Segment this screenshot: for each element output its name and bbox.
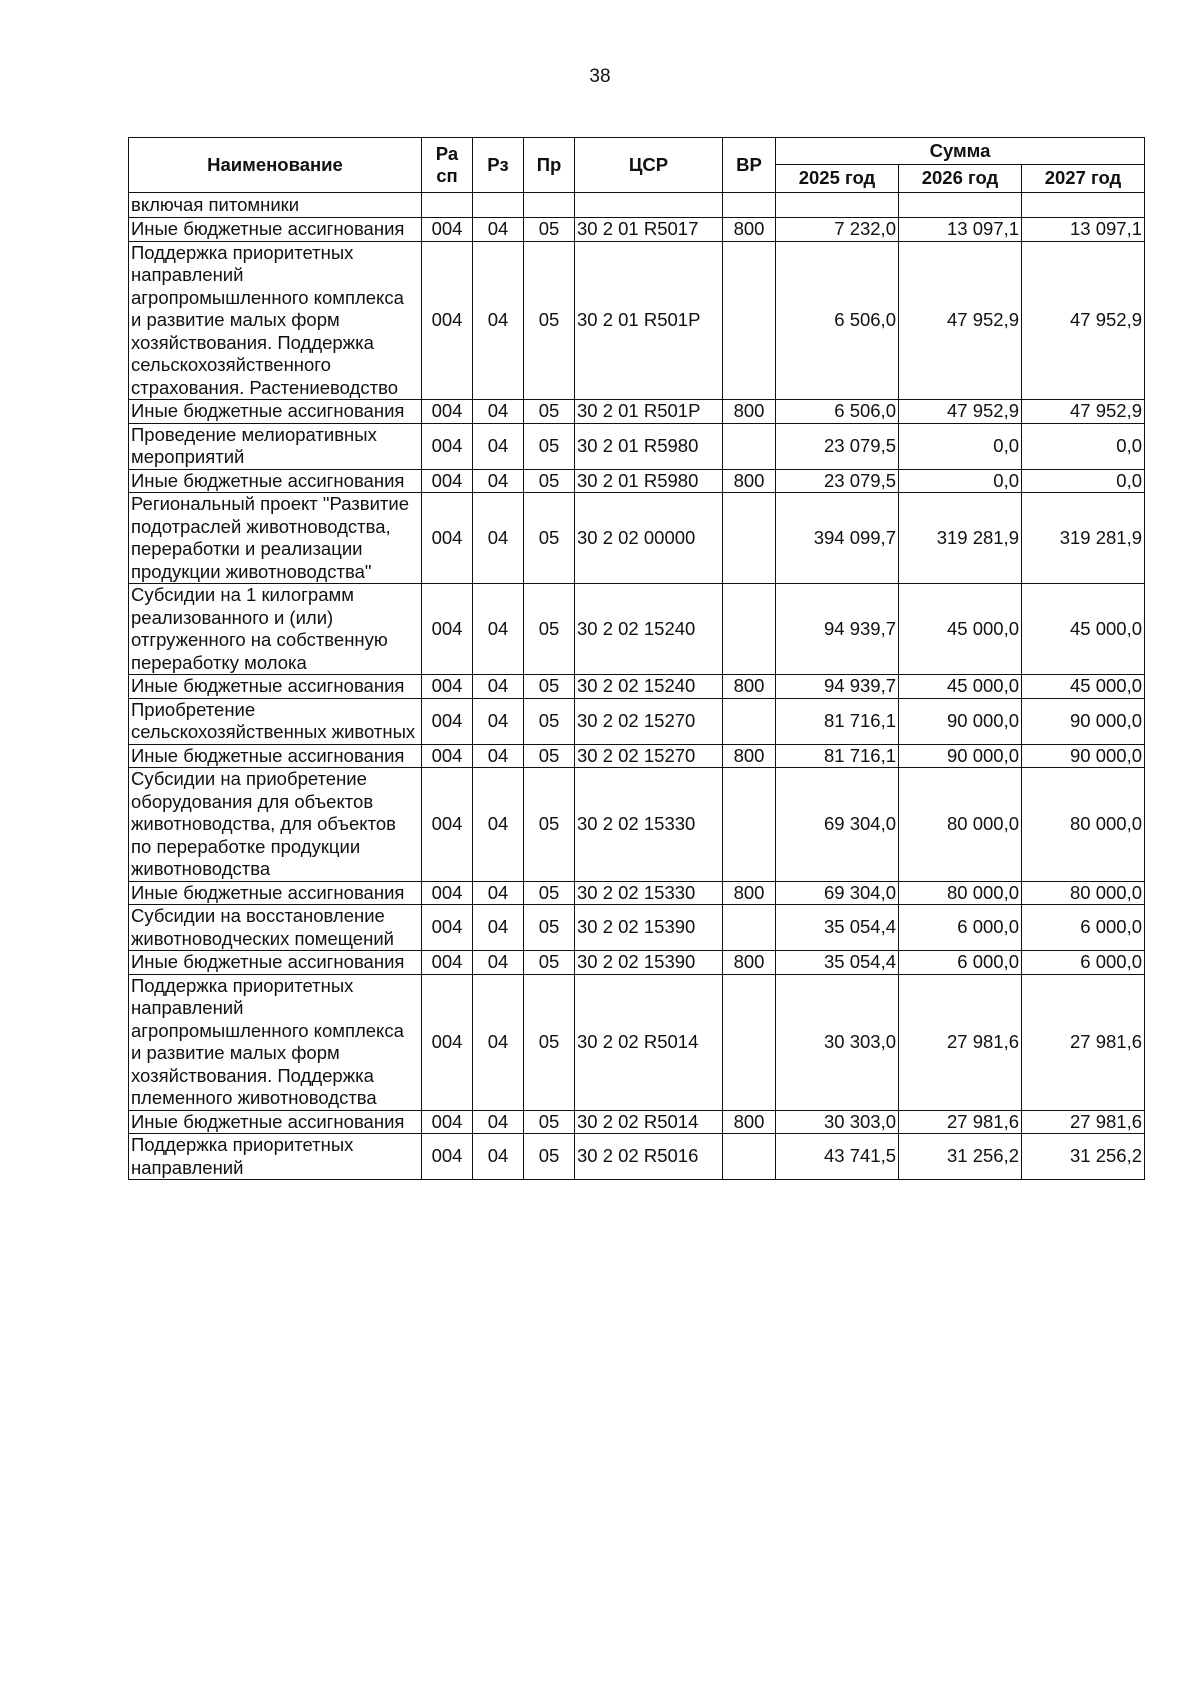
row-sum-2025: 35 054,4 (776, 905, 899, 951)
row-csr: 30 2 02 15390 (575, 951, 723, 975)
row-name: Региональный проект "Развитие подотраслей животноводства, переработки и реализации продукции животноводства" (129, 493, 422, 584)
row-pr: 05 (524, 974, 575, 1110)
row-name: Проведение мелиоративных мероприятий (129, 423, 422, 469)
header-year-2025: 2025 год (776, 165, 899, 193)
table-row (129, 698, 1145, 744)
row-rz: 04 (473, 768, 524, 882)
row-rasp: 004 (422, 493, 473, 584)
row-sum-2025: 69 304,0 (776, 768, 899, 882)
row-csr: 30 2 02 15240 (575, 675, 723, 699)
row-rz: 04 (473, 584, 524, 675)
row-pr: 05 (524, 584, 575, 675)
header-vr: ВР (723, 138, 776, 193)
table-row (129, 584, 1145, 675)
row-name: Иные бюджетные ассигнования (129, 881, 422, 905)
table-row (129, 768, 1145, 882)
row-sum-2026: 27 981,6 (899, 974, 1022, 1110)
row-rasp: 004 (422, 1134, 473, 1180)
row-vr: 800 (723, 881, 776, 905)
row-sum-2027: 90 000,0 (1022, 744, 1145, 768)
row-sum-2026: 0,0 (899, 423, 1022, 469)
row-rz: 04 (473, 974, 524, 1110)
row-rasp: 004 (422, 1110, 473, 1134)
row-sum-2025: 6 506,0 (776, 241, 899, 400)
row-name: Иные бюджетные ассигнования (129, 1110, 422, 1134)
row-sum-2025: 394 099,7 (776, 493, 899, 584)
row-name: Иные бюджетные ассигнования (129, 951, 422, 975)
row-sum-2027: 13 097,1 (1022, 218, 1145, 242)
row-csr: 30 2 02 00000 (575, 493, 723, 584)
row-rz: 04 (473, 1110, 524, 1134)
row-vr (723, 584, 776, 675)
row-sum-2027: 0,0 (1022, 469, 1145, 493)
row-name: Иные бюджетные ассигнования (129, 469, 422, 493)
header-csr: ЦСР (575, 138, 723, 193)
row-name: Поддержка приоритетных направлений (129, 1134, 422, 1180)
row-rasp (422, 193, 473, 218)
row-vr (723, 698, 776, 744)
row-sum-2027: 27 981,6 (1022, 1110, 1145, 1134)
row-name: Иные бюджетные ассигнования (129, 218, 422, 242)
row-rasp: 004 (422, 698, 473, 744)
table-row (129, 493, 1145, 584)
row-sum-2027: 47 952,9 (1022, 241, 1145, 400)
row-rz (473, 193, 524, 218)
row-rasp: 004 (422, 951, 473, 975)
header-name: Наименование (129, 138, 422, 193)
row-csr: 30 2 02 R5014 (575, 1110, 723, 1134)
row-name: Иные бюджетные ассигнования (129, 675, 422, 699)
table-row (129, 974, 1145, 1110)
page-number: 38 (589, 66, 611, 87)
row-sum-2027: 319 281,9 (1022, 493, 1145, 584)
row-csr: 30 2 01 R501P (575, 400, 723, 424)
row-sum-2026: 27 981,6 (899, 1110, 1022, 1134)
row-sum-2026: 0,0 (899, 469, 1022, 493)
header-rasp: Ра сп (422, 138, 473, 193)
row-rasp: 004 (422, 905, 473, 951)
budget-table (128, 137, 1145, 1180)
row-rasp: 004 (422, 400, 473, 424)
row-pr: 05 (524, 423, 575, 469)
row-sum-2027: 45 000,0 (1022, 584, 1145, 675)
row-csr: 30 2 01 R501P (575, 241, 723, 400)
table-row (129, 905, 1145, 951)
row-vr (723, 241, 776, 400)
row-rz: 04 (473, 905, 524, 951)
table-row (129, 744, 1145, 768)
row-sum-2025: 94 939,7 (776, 675, 899, 699)
row-name: Субсидии на 1 килограмм реализованного и (или) отгруженного на собственную переработку молока (129, 584, 422, 675)
row-sum-2027: 27 981,6 (1022, 974, 1145, 1110)
row-sum-2025: 30 303,0 (776, 1110, 899, 1134)
row-pr: 05 (524, 881, 575, 905)
row-csr: 30 2 02 R5014 (575, 974, 723, 1110)
row-pr: 05 (524, 951, 575, 975)
row-name: Иные бюджетные ассигнования (129, 744, 422, 768)
row-vr: 800 (723, 469, 776, 493)
row-csr: 30 2 02 15330 (575, 768, 723, 882)
row-sum-2025: 81 716,1 (776, 698, 899, 744)
table-row (129, 423, 1145, 469)
row-csr: 30 2 01 R5980 (575, 423, 723, 469)
row-sum-2027: 47 952,9 (1022, 400, 1145, 424)
row-rz: 04 (473, 675, 524, 699)
row-sum-2025: 6 506,0 (776, 400, 899, 424)
row-csr: 30 2 02 R5016 (575, 1134, 723, 1180)
header-year-2027: 2027 год (1022, 165, 1145, 193)
row-name: Субсидии на приобретение оборудования для объектов животноводства, для объектов по переработке продукции животноводства (129, 768, 422, 882)
row-vr: 800 (723, 675, 776, 699)
row-rz: 04 (473, 493, 524, 584)
table-row (129, 1110, 1145, 1134)
row-vr: 800 (723, 951, 776, 975)
header-rz: Рз (473, 138, 524, 193)
table-row (129, 193, 1145, 218)
row-sum-2027: 80 000,0 (1022, 768, 1145, 882)
table-row (129, 469, 1145, 493)
row-sum-2025 (776, 193, 899, 218)
row-rz: 04 (473, 698, 524, 744)
row-sum-2027: 6 000,0 (1022, 951, 1145, 975)
row-name: Субсидии на восстановление животноводческих помещений (129, 905, 422, 951)
row-pr: 05 (524, 905, 575, 951)
table-row (129, 400, 1145, 424)
row-csr: 30 2 02 15240 (575, 584, 723, 675)
row-rz: 04 (473, 744, 524, 768)
row-rasp: 004 (422, 469, 473, 493)
row-name: включая питомники (129, 193, 422, 218)
row-rasp: 004 (422, 241, 473, 400)
row-rz: 04 (473, 218, 524, 242)
row-pr: 05 (524, 493, 575, 584)
row-sum-2026: 6 000,0 (899, 905, 1022, 951)
table-body (129, 193, 1145, 1180)
row-sum-2027: 45 000,0 (1022, 675, 1145, 699)
row-sum-2025: 69 304,0 (776, 881, 899, 905)
row-sum-2025: 35 054,4 (776, 951, 899, 975)
row-sum-2025: 23 079,5 (776, 469, 899, 493)
row-rz: 04 (473, 241, 524, 400)
row-pr: 05 (524, 698, 575, 744)
table-row (129, 241, 1145, 400)
row-rz: 04 (473, 881, 524, 905)
row-pr: 05 (524, 241, 575, 400)
row-sum-2026: 45 000,0 (899, 584, 1022, 675)
row-sum-2026 (899, 193, 1022, 218)
table-row (129, 881, 1145, 905)
row-csr (575, 193, 723, 218)
row-sum-2027: 6 000,0 (1022, 905, 1145, 951)
row-csr: 30 2 02 15270 (575, 698, 723, 744)
row-sum-2026: 80 000,0 (899, 881, 1022, 905)
row-sum-2025: 23 079,5 (776, 423, 899, 469)
row-pr: 05 (524, 675, 575, 699)
row-rz: 04 (473, 400, 524, 424)
row-name: Иные бюджетные ассигнования (129, 400, 422, 424)
row-rasp: 004 (422, 881, 473, 905)
row-sum-2026: 90 000,0 (899, 744, 1022, 768)
row-sum-2026: 47 952,9 (899, 241, 1022, 400)
row-rz: 04 (473, 423, 524, 469)
header-year-2026: 2026 год (899, 165, 1022, 193)
row-sum-2026: 45 000,0 (899, 675, 1022, 699)
table-row (129, 951, 1145, 975)
row-sum-2026: 31 256,2 (899, 1134, 1022, 1180)
row-sum-2026: 47 952,9 (899, 400, 1022, 424)
row-rasp: 004 (422, 584, 473, 675)
table-row (129, 218, 1145, 242)
row-pr (524, 193, 575, 218)
row-rz: 04 (473, 469, 524, 493)
row-sum-2027: 90 000,0 (1022, 698, 1145, 744)
table-row (129, 1134, 1145, 1180)
row-pr: 05 (524, 768, 575, 882)
row-sum-2027: 80 000,0 (1022, 881, 1145, 905)
row-sum-2026: 13 097,1 (899, 218, 1022, 242)
header-pr: Пр (524, 138, 575, 193)
row-vr: 800 (723, 218, 776, 242)
row-rz: 04 (473, 951, 524, 975)
row-name: Поддержка приоритетных направлений агропромышленного комплекса и развитие малых форм хозяйствования. Поддержка сельскохозяйственного страхования. Растениеводство (129, 241, 422, 400)
row-sum-2026: 319 281,9 (899, 493, 1022, 584)
row-vr (723, 423, 776, 469)
row-vr: 800 (723, 400, 776, 424)
row-csr: 30 2 01 R5017 (575, 218, 723, 242)
row-sum-2026: 6 000,0 (899, 951, 1022, 975)
row-vr (723, 1134, 776, 1180)
row-vr: 800 (723, 744, 776, 768)
row-sum-2025: 81 716,1 (776, 744, 899, 768)
row-rasp: 004 (422, 218, 473, 242)
row-sum-2025: 43 741,5 (776, 1134, 899, 1180)
table-row (129, 675, 1145, 699)
row-pr: 05 (524, 218, 575, 242)
row-rz: 04 (473, 1134, 524, 1180)
row-vr (723, 193, 776, 218)
row-name: Поддержка приоритетных направлений агропромышленного комплекса и развитие малых форм хозяйствования. Поддержка племенного животноводства (129, 974, 422, 1110)
row-rasp: 004 (422, 974, 473, 1110)
row-sum-2026: 90 000,0 (899, 698, 1022, 744)
header-sum: Сумма (776, 138, 1145, 165)
row-csr: 30 2 02 15270 (575, 744, 723, 768)
row-sum-2027 (1022, 193, 1145, 218)
row-rasp: 004 (422, 675, 473, 699)
row-csr: 30 2 02 15390 (575, 905, 723, 951)
row-sum-2025: 30 303,0 (776, 974, 899, 1110)
row-name: Приобретение сельскохозяйственных животных (129, 698, 422, 744)
row-sum-2027: 0,0 (1022, 423, 1145, 469)
row-vr (723, 493, 776, 584)
row-pr: 05 (524, 400, 575, 424)
row-pr: 05 (524, 1110, 575, 1134)
row-pr: 05 (524, 469, 575, 493)
row-pr: 05 (524, 744, 575, 768)
row-pr: 05 (524, 1134, 575, 1180)
row-csr: 30 2 01 R5980 (575, 469, 723, 493)
row-sum-2025: 7 232,0 (776, 218, 899, 242)
row-vr (723, 905, 776, 951)
row-sum-2027: 31 256,2 (1022, 1134, 1145, 1180)
row-rasp: 004 (422, 744, 473, 768)
row-csr: 30 2 02 15330 (575, 881, 723, 905)
row-sum-2025: 94 939,7 (776, 584, 899, 675)
row-rasp: 004 (422, 423, 473, 469)
row-vr: 800 (723, 1110, 776, 1134)
row-rasp: 004 (422, 768, 473, 882)
row-vr (723, 768, 776, 882)
row-vr (723, 974, 776, 1110)
table-header (129, 138, 1145, 193)
row-sum-2026: 80 000,0 (899, 768, 1022, 882)
